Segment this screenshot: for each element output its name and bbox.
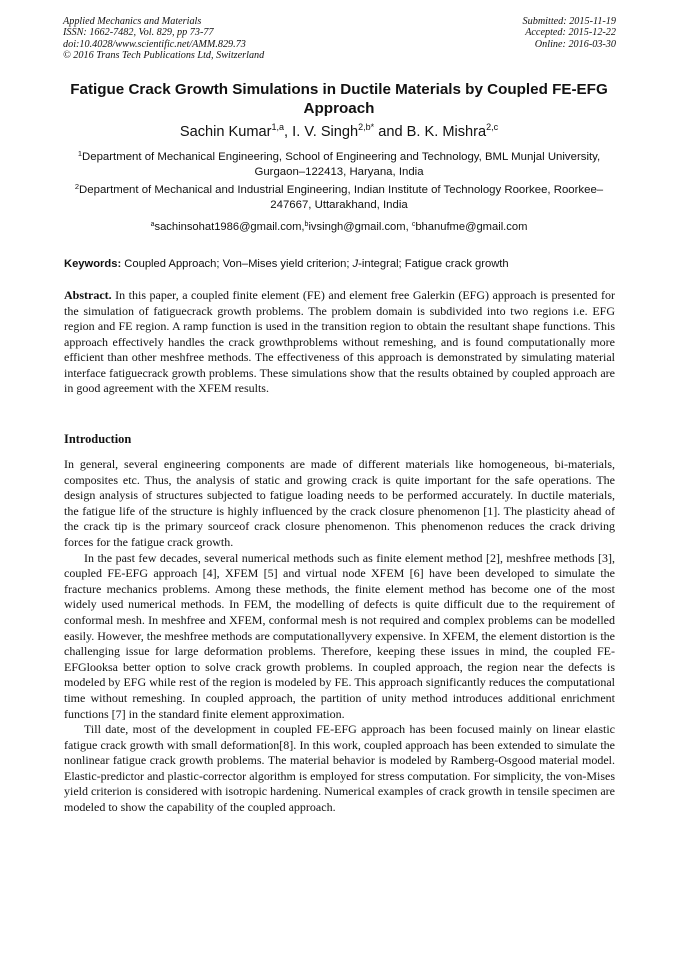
journal-name: Applied Mechanics and Materials	[63, 16, 202, 27]
affiliation-sup: 2	[74, 182, 80, 191]
affiliation-2	[70, 183, 608, 213]
publication-dates	[523, 16, 616, 50]
author-list	[58, 123, 620, 141]
online-date: Online: 2016-03-30	[534, 38, 616, 50]
author-emails	[58, 220, 620, 234]
author-name: B. K. Mishra	[406, 124, 487, 140]
abstract-label: Abstract.	[64, 288, 112, 302]
author-separator: ,	[284, 124, 293, 140]
keywords-j-symbol: J	[352, 258, 359, 270]
keywords-text: Coupled Approach; Von–Mises yield criterion;	[121, 258, 353, 270]
journal-info	[63, 16, 264, 61]
email-link[interactable]: sachinsohat1986@gmail.com,	[154, 221, 305, 233]
affiliation-text: Department of Mechanical Engineering, School of Engineering and Technology, BML Munjal University, Gurgaon–122413, Haryana, India	[82, 151, 601, 178]
email-sup: b	[304, 221, 309, 228]
keywords-text-end: -integral; Fatigue crack growth	[358, 258, 509, 270]
email-link[interactable]: bhanufme@gmail.com	[415, 221, 528, 233]
submitted-date: Submitted: 2015-11-19	[522, 16, 616, 27]
author-sup: 2,c	[486, 122, 499, 132]
email-sup: a	[150, 221, 155, 228]
issn: ISSN: 1662-7482, Vol. 829, pp 73-77	[63, 27, 214, 39]
paragraph: In general, several engineering components are made of different materials like homogeneous, bi-materials, composites etc. Thus, the analysis of static and growing crack is quite important for the safe operations. The design analysis of structures subjected to fatigue loading needs to be performed accurately. In ductile materials, the fatigue life of the structure is highly influenced by the crack closure phenomenon [1]. The plasticity ahead of the crack tip is the primary sourceof crack closure phenomenon. This phenomenon reduces the crack driving forces for the fatigue crack growth.	[64, 457, 615, 549]
paper-title: Fatigue Crack Growth Simulations in Ductile Materials by Coupled FE-EFG Approach	[70, 81, 608, 117]
copyright: © 2016 Trans Tech Publications Ltd, Switzerland	[63, 49, 265, 61]
section-heading-introduction: Introduction	[64, 432, 132, 446]
affiliation-sup: 1	[77, 149, 83, 158]
paragraph: Till date, most of the development in coupled FE-EFG approach has been focused mainly on linear elastic fatigue crack growth with small deformation[8]. In this work, coupled approach has been extended to simulate the nonlinear fatigue crack growth problems. The material behavior is modeled by Ramberg-Osgood material model. Elastic-predictor and plastic-corrector algorithm is employed for stress computation. For simplicity, the von-Mises yield criterion is considered with isotropic hardening. Numerical examples of crack growth in tensile specimen are modeled to show the capability of the coupled approach.	[64, 722, 615, 815]
author-sup: 2,b*	[358, 122, 375, 132]
affiliation-1	[70, 150, 608, 180]
author-separator: and	[374, 124, 407, 140]
paragraph: In the past few decades, several numerical methods such as finite element method [2], meshfree methods [3], coupled FE-EFG approach [4], XFEM [5] and virtual node XFEM [6] have been developed to simulate the fracture mechanics problems. Among these methods, the finite element method has become one of the most widely used numerical methods. In FEM, the modelling of defects is quite difficult due to the requirement of conformal mesh. In meshfree and XFEM, conformal mesh is not required and complex problems can be modelled easily. However, the meshfree methods are computationallyvery expensive. In XFEM, the element distortion is the challenging issue for large deformation problems. Therefore, keeping these issues in mind, the coupled FE-EFGlooksa better option to solve crack growth problems. In coupled approach, the region near the defects is modeled by EFG while rest of the region is modeled by FE. This approach significantly reduces the computational time without remeshing. In coupled approach, the partition of unity method introduces additional enrichment functions [7] in the standard finite element approximation.	[64, 550, 615, 721]
abstract-text: In this paper, a coupled finite element (FE) and element free Galerkin (EFG) approach is presented for the simulation of fatiguecrack growth problems. The problem domain is subdivided into two regions i.e. EFG region and FE region. A ramp function is used in the transition region to obtain the resultant shape functions. This approach effectively handles the crack growthproblems without remeshing, and is found computationally more efficient than other meshfree methods. The effectiveness of this approach is demonstrated by simulating material interface fatiguecrack growth problems. These simulations show that the results obtained by coupled approach are in good agreement with the XFEM results.	[64, 288, 615, 395]
abstract	[64, 288, 615, 397]
introduction-body	[64, 457, 615, 816]
email-sup: c	[411, 221, 416, 228]
author-sup: 1,a	[271, 122, 285, 132]
doi: doi:10.4028/www.scientific.net/AMM.829.73	[63, 38, 246, 50]
author-name: Sachin Kumar	[179, 124, 272, 140]
email-link[interactable]: ivsingh@gmail.com,	[308, 221, 412, 233]
accepted-date: Accepted: 2015-12-22	[525, 27, 616, 39]
keywords	[64, 257, 616, 271]
keywords-label: Keywords:	[64, 258, 122, 270]
affiliation-text: Department of Mechanical and Industrial Engineering, Indian Institute of Technology Roorkee, Roorkee–247667, Uttarakhand, India	[79, 184, 604, 211]
author-name: I. V. Singh	[292, 124, 359, 140]
